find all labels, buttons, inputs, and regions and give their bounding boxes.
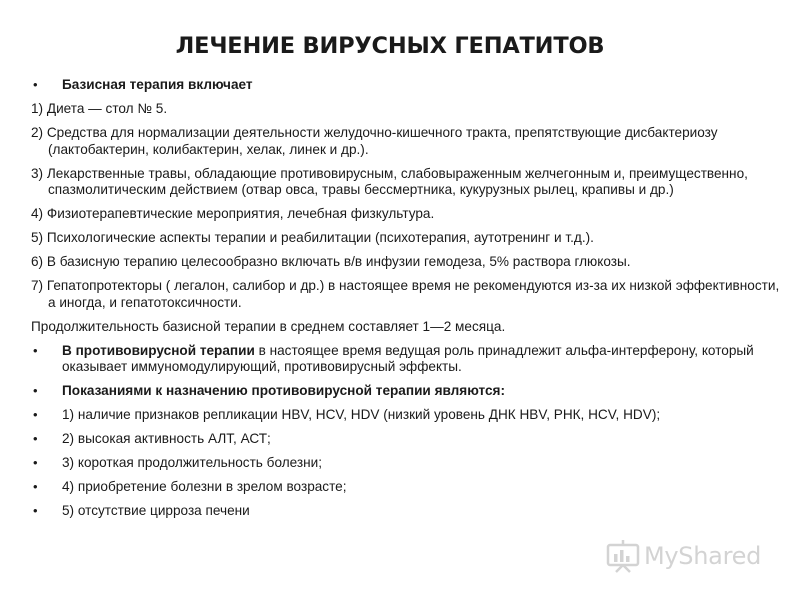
bullet-icon: • — [33, 77, 38, 92]
numbered-item: 3) Лекарственные травы, обладающие противовирусным, слабовыраженным желчегонным и, преимущественно, спазмолитическим действием (отвар овса, травы бессмертника, кукурузных рылец, крапивы и др.) — [31, 165, 748, 197]
presentation-chart-icon — [606, 539, 640, 573]
paragraph: Продолжительность базисной терапии в среднем составляет 1—2 месяца. — [31, 318, 506, 334]
list-item — [31, 479, 786, 496]
item-text: 3) короткая продолжительность болезни; — [62, 455, 323, 470]
slide-content — [31, 77, 786, 527]
numbered-item: 1) Диета — стол № 5. — [31, 101, 168, 116]
list-item — [31, 77, 786, 94]
list-item — [31, 407, 786, 424]
bullet-icon: • — [33, 407, 38, 422]
item-text: 1) наличие признаков репликации HBV, HCV, HDV (низкий уровень ДНК HBV, РНК, HCV, HDV); — [62, 407, 661, 422]
numbered-item: 7) Гепатопротекторы ( легалон, салибор и др.) в настоящее время не рекомендуются из-за их низкой эффективности, а иногда, и гепатотоксичности. — [31, 278, 780, 310]
bullet-icon: • — [33, 431, 38, 446]
numbered-item: 2) Средства для нормализации деятельности желудочно-кишечного тракта, препятствующие дисбактериозу (лактобактерин, колибактерин, хелак, линек и др.). — [31, 125, 718, 157]
item-text: 2) высокая активность АЛТ, АСТ; — [62, 431, 271, 446]
bullet-icon: • — [33, 455, 38, 470]
bullet-icon: • — [33, 383, 38, 398]
numbered-item: 4) Физиотерапевтические мероприятия, лечебная физкультура. — [31, 206, 435, 221]
item-text: в настоящее время ведущая роль принадлежит альфа-интерферону, который оказывает иммуномодулирующий, противовирусный эффекты. — [62, 342, 754, 374]
item-text: 5) отсутствие цирроза печени — [62, 503, 250, 518]
watermark-text: MyShared — [644, 542, 762, 570]
item-bold-text: Базисная терапия включает — [62, 77, 253, 92]
bullet-icon: • — [33, 342, 38, 358]
numbered-item: 6) В базисную терапию целесообразно включать в/в инфузии гемодеза, 5% раствора глюкозы. — [31, 254, 631, 269]
list-item — [31, 455, 786, 472]
numbered-item: 5) Психологические аспекты терапии и реабилитации (психотерапия, аутотренинг и т.д.). — [31, 230, 594, 245]
list-item — [31, 503, 786, 520]
list-item — [31, 343, 786, 376]
bullet-icon: • — [33, 503, 38, 518]
list-item — [31, 383, 786, 400]
bullet-icon: • — [33, 479, 38, 494]
watermark-logo[interactable] — [606, 539, 766, 573]
list-item — [31, 431, 786, 448]
slide-title: ЛЕЧЕНИЕ ВИРУСНЫХ ГЕПАТИТОВ — [175, 33, 605, 59]
item-text: 4) приобретение болезни в зрелом возрасте; — [62, 479, 347, 494]
item-bold-text: В противовирусной терапии — [62, 342, 255, 358]
item-bold-text: Показаниями к назначению противовирусной терапии являются: — [62, 383, 506, 398]
